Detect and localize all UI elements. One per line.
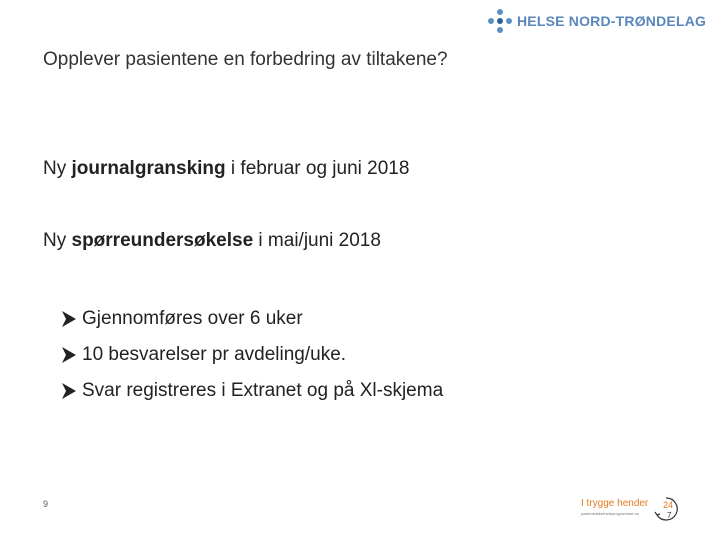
survey-prefix: Ny [43,230,72,251]
footer-logo [581,496,681,524]
bullet-item [60,301,443,337]
bullet-text: Gjennomføres over 6 uker [82,308,303,329]
journal-review-suffix: i februar og juni 2018 [225,158,410,179]
badge-bottom-text: 7 [667,511,672,520]
badge-top-text: 24 [663,500,674,510]
survey-bold: spørreundersøkelse [71,230,254,251]
bullet-list [60,301,443,409]
bullet-item [60,373,443,409]
arrow-bullet-icon [60,381,78,401]
arrow-bullet-icon [60,345,78,365]
bullet-text: Svar registreres i Extranet og på Xl-skjema [82,380,444,401]
logo-dots-icon [488,9,512,33]
journal-review-bold: journalgransking [71,158,226,179]
slide-title: Opplever pasientene en forbedring av tiltakene? [43,49,448,70]
journal-review-prefix: Ny [43,158,72,179]
survey-suffix: i mai/juni 2018 [253,230,381,251]
journal-review-line [43,158,409,180]
footer-brand: I trygge hender [581,498,649,509]
hospital-logo [488,8,706,34]
bullet-item [60,337,443,373]
arrow-bullet-icon [60,309,78,329]
page-number: 9 [43,499,49,509]
bullet-text: 10 besvarelser pr avdeling/uke. [82,344,347,365]
survey-line [43,230,381,252]
footer-tagline: pasientsikkerhetsprogrammet.no [581,511,640,516]
clock-badge-icon [653,496,679,522]
logo-text: HELSE NORD-TRØNDELAG [517,13,707,29]
